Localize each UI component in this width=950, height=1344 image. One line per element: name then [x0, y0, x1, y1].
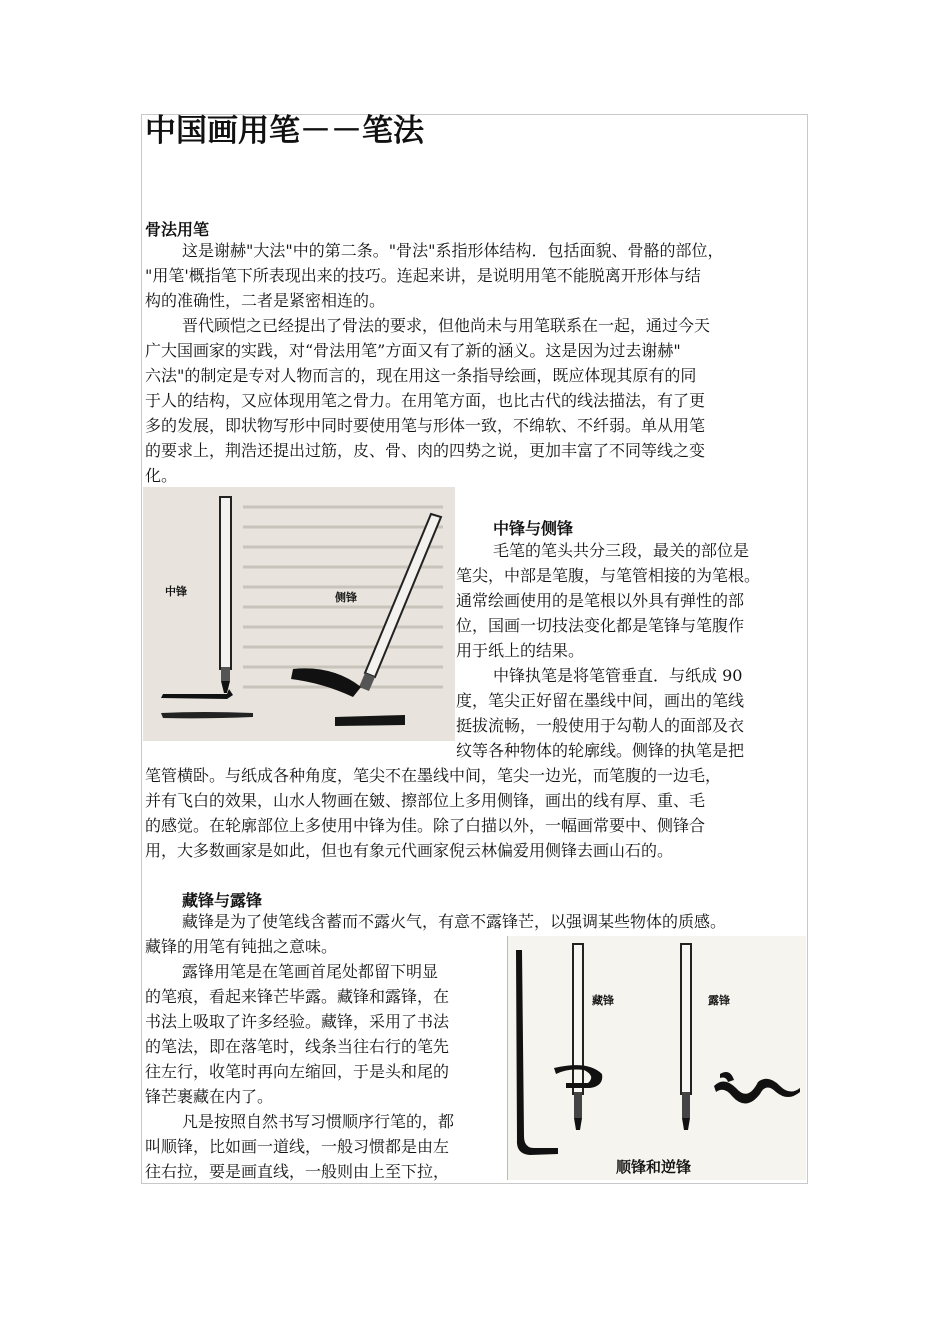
brush-illustration-2: [508, 936, 806, 1180]
figure2-label-exposed: 露锋: [708, 994, 730, 1007]
text-line: 藏锋的用笔有钝拙之意味。: [145, 937, 338, 956]
page-title: 中国画用笔－－笔法: [145, 113, 424, 149]
text-line: 位，国画一切技法变化都是笔锋与笔腹作: [456, 616, 745, 635]
text-line: 于人的结构，又应体现用笔之骨力。在用笔方面，也比古代的线法描法，有了更: [145, 391, 706, 410]
text-line: 凡是按照自然书写习惯顺序行笔的，都: [182, 1112, 455, 1131]
section-hidden-exposed-text-wrap: [145, 959, 509, 1184]
hidden-tip-stroke-mark: [516, 950, 558, 1155]
text-line: 毛笔的笔头共分三段，最关的部位是: [493, 541, 750, 560]
section-bone-method-text: [145, 238, 815, 488]
text-line: 露锋用笔是在笔画首尾处都留下明显: [182, 962, 439, 981]
text-line: 的笔法，即在落笔时，线条当往右行的笔先: [145, 1037, 450, 1056]
text-line: 藏锋是为了使笔线含蓄而不露火气，有意不露锋芒，以强调某些物体的质感。: [182, 912, 727, 931]
section-heading-hidden-exposed: 藏锋与露锋: [182, 891, 263, 910]
figure2-label-hidden: 藏锋: [592, 994, 614, 1007]
text-line: "用笔'概指笔下所表现出来的技巧。连起来讲，是说明用笔不能脱离开形体与结: [145, 266, 701, 285]
text-line: 六法"的制定是专对人物而言的，现在用这一条指导绘画，既应体现其原有的同: [145, 366, 697, 385]
section-center-side-text-full: [145, 763, 815, 863]
section-center-side-text-wrap: [456, 538, 816, 763]
text-line: 的要求上，荆浩还提出过筋，皮、骨、肉的四势之说，更加丰富了不同等线之变: [145, 441, 706, 460]
figure2-caption: 顺锋和逆锋: [616, 1158, 692, 1176]
hidden-tip-brush-icon: [573, 944, 583, 1130]
text-line: 晋代顾恺之已经提出了骨法的要求，但他尚未与用笔联系在一起，通过今天: [182, 316, 711, 335]
text-line: 叫顺锋，比如画一道线，一般习惯都是由左: [145, 1137, 450, 1156]
text-line: 往右拉，要是画直线，一般则由上至下拉，: [145, 1162, 450, 1181]
text-line: 锋芒裹藏在内了。: [145, 1087, 274, 1106]
text-line: 的笔痕，看起来锋芒毕露。藏锋和露锋，在: [145, 987, 450, 1006]
side-line-mark: [335, 715, 405, 726]
text-line: 这是谢赫"大法"中的第二条。"骨法"系指形体结构．包括面貌、骨骼的部位，: [182, 241, 724, 260]
section-heading-bone-method: 骨法用笔: [145, 220, 210, 239]
figure1-label-center: 中锋: [165, 585, 187, 598]
section-heading-center-side: 中锋与侧锋: [493, 519, 574, 538]
exposed-wave-mark: [714, 1079, 800, 1104]
center-line-mark: [161, 712, 253, 718]
side-brush-icon: [359, 514, 441, 691]
center-stroke-mark: [161, 689, 233, 699]
text-line: 挺拔流畅，一般使用于勾勒人的面部及衣: [456, 716, 745, 735]
side-stroke-mark: [291, 668, 361, 697]
text-line: 的感觉。在轮廓部位上多使用中锋为佳。除了白描以外，一幅画常要中、侧锋合: [145, 816, 706, 835]
text-line: 广大国画家的实践，对“骨法用笔”方面又有了新的涵义。这是因为过去谢赫": [145, 341, 681, 360]
text-line: 笔尖，中部是笔腹，与笔管相接的为笔根。: [456, 566, 761, 585]
text-line: 构的准确性，二者是紧密相连的。: [145, 291, 386, 310]
text-line: 书法上吸取了许多经验。藏锋，采用了书法: [145, 1012, 450, 1031]
text-line: 往左行，收笔时再向左缩回，于是头和尾的: [145, 1062, 450, 1081]
brush-illustration-1: [143, 487, 455, 741]
text-line: 用，大多数画家是如此，但也有象元代画家倪云林偏爱用侧锋去画山石的。: [145, 841, 674, 860]
text-line: 中锋执笔是将笔管垂直．与纸成 90: [493, 666, 743, 685]
figure-center-side-brush: [143, 487, 455, 741]
text-line: 并有飞白的效果，山水人物画在皴、擦部位上多用侧锋，画出的线有厚、重、毛: [145, 791, 706, 810]
text-line: 笔管横卧。与纸成各种角度，笔尖不在墨线中间，笔尖一边光，而笔腹的一边毛，: [145, 766, 722, 785]
exposed-hook-mark: [720, 1072, 734, 1082]
center-brush-icon: [220, 497, 231, 693]
text-line: 纹等各种物体的轮廓线。侧锋的执笔是把: [456, 741, 745, 760]
exposed-tip-brush-icon: [681, 944, 691, 1130]
figure1-label-side: 侧锋: [335, 591, 357, 604]
text-line: 多的发展，即状物写形中同时要使用笔与形体一致，不绵软、不纤弱。单从用笔: [145, 416, 706, 435]
text-line: 度，笔尖正好留在墨线中间，画出的笔线: [456, 691, 745, 710]
text-line: 用于纸上的结果。: [456, 641, 585, 660]
figure-hidden-exposed-tip: [507, 936, 806, 1180]
text-line: 通常绘画使用的是笔根以外具有弹性的部: [456, 591, 745, 610]
text-line: 化。: [145, 466, 178, 485]
